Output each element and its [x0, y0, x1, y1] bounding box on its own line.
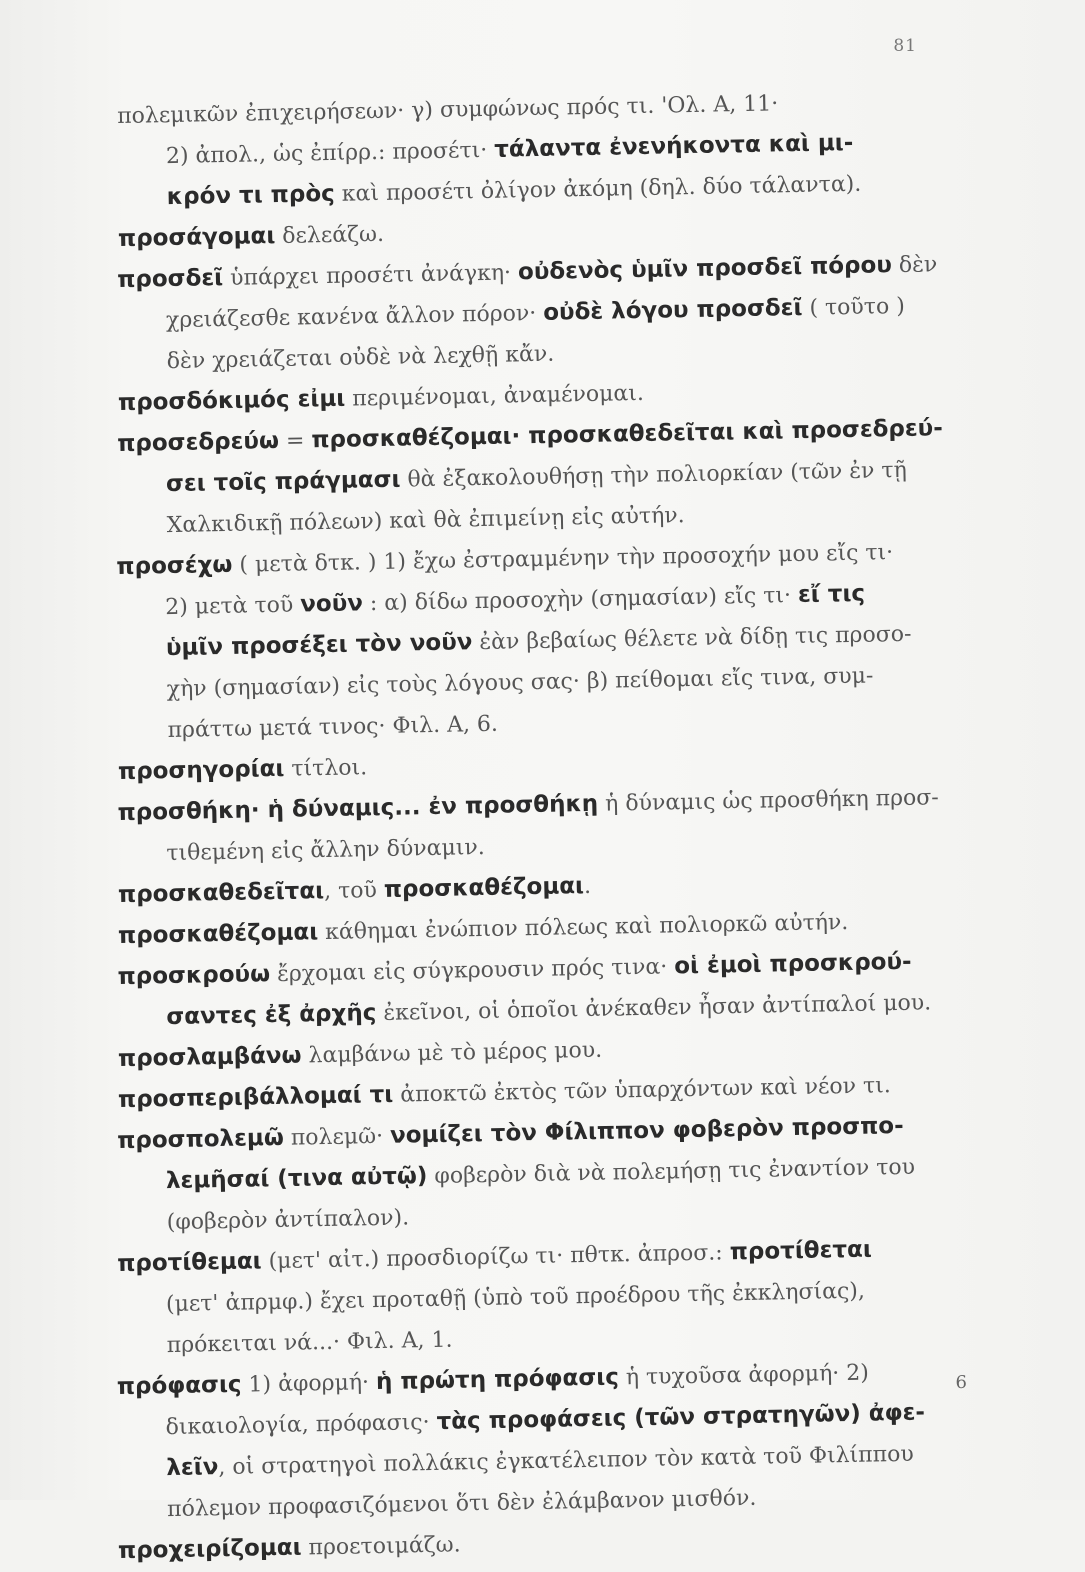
dictionary-entry — [117, 1105, 961, 1244]
quoted-phrase: οἱ ἐμοὶ προσκρού- — [673, 948, 912, 980]
definition-text: πρόκειται νά...· Φιλ. Α, 1. — [166, 1327, 453, 1359]
definition-text: ( τοῦτο ) — [802, 293, 906, 321]
headword: προσδεῖ — [116, 264, 224, 294]
headword: προσπεριβάλλομαί τι — [117, 1081, 394, 1113]
definition-text: (φοβερὸν ἀντίπαλον). — [166, 1205, 410, 1236]
definition-text: ( μετὰ δτκ. ) 1) ἔχω ἐστραμμένην τὴν προσοχήν μου εἴς τι· — [232, 540, 894, 578]
definition-text: καὶ προσέτι ὀλίγον ἀκόμη (δηλ. δύο τάλαντα). — [334, 171, 862, 207]
quoted-phrase: ὑμῖν προσέξει τὸν νοῦν — [165, 629, 473, 662]
definition-text: πόλεμον προφασιζόμενοι ὅτι δὲν ἐλάμβανον μισθόν. — [166, 1485, 757, 1523]
headword: προσλαμβάνω — [117, 1042, 302, 1072]
headword: προχειρίζομαι — [117, 1534, 302, 1564]
quoted-phrase: προσκαθέζομαι — [383, 873, 585, 903]
headword: προσέχω — [116, 551, 233, 581]
quoted-phrase: κρόν τι πρὸς — [166, 180, 336, 211]
definition-text: δὲν χρειάζεται οὐδὲ νὰ λεχθῇ κἄν. — [166, 341, 555, 375]
definition-text: ἔρχομαι εἰς σύγκρουσιν πρός τινα· — [269, 954, 675, 988]
definition-text: ἡ δύναμις ὡς προσθήκη προσ- — [597, 785, 939, 817]
definition-text: = — [278, 428, 312, 454]
definition-text: 2) μετὰ τοῦ — [164, 592, 301, 621]
definition-text: πολεμῶ· — [283, 1123, 391, 1151]
headword: πρόφασις — [116, 1371, 242, 1401]
definition-text: ἡ τυχοῦσα ἀφορμή· 2) — [618, 1360, 870, 1391]
definition-text: Χαλκιδικῇ πόλεων) καὶ θὰ ἐπιμείνῃ εἰς αὐτήν. — [166, 503, 685, 539]
headword: προσκαθέζομαι — [117, 919, 319, 949]
dictionary-entry — [116, 531, 962, 752]
headword: προσκαθεδεῖται — [117, 878, 325, 908]
definition-text: , οἱ στρατηγοὶ πολλάκις ἐγκατέλειπον τὸν κατὰ τοῦ Φιλίππου — [218, 1441, 914, 1481]
headword: προσκρούω — [117, 961, 271, 991]
signature-mark: 6 — [955, 1372, 967, 1393]
dictionary-entry — [117, 408, 961, 547]
definition-text: (μετ' ἀπρμφ.) ἔχει προταθῇ (ὑπὸ τοῦ προέδρου τῆς ἐκκλησίας), — [165, 1278, 866, 1318]
definition-text: χὴν (σημασίαν) εἰς τοὺς λόγους σας· β) πείθομαι εἴς τινα, συμ- — [166, 663, 874, 703]
glossary-entries — [116, 91, 960, 1572]
dictionary-entry — [117, 244, 961, 383]
quoted-phrase: σει τοῖς πράγμασι — [165, 466, 401, 498]
definition-text: ἐὰν βεβαίως θέλετε νὰ δίδῃ τις προσο- — [472, 621, 912, 656]
definition-text: κάθημαι ἐνώπιον πόλεως καὶ πολιορκῶ αὐτήν. — [317, 909, 849, 946]
quoted-phrase: νομίζει τὸν Φίλιππον φοβερὸν προσπο- — [389, 1112, 904, 1149]
quoted-phrase: σαντες ἐξ ἀρχῆς — [166, 1000, 377, 1031]
page-number: 81 — [893, 36, 917, 56]
definition-text: δελεάζω. — [275, 221, 385, 249]
definition-text: προετοιμάζω. — [301, 1532, 461, 1561]
definition-text: δὲν — [891, 252, 938, 279]
quoted-phrase: εἴ τις — [797, 580, 866, 608]
definition-text: : α) δίδω προσοχὴν (σημασίαν) εἴς τι· — [362, 582, 799, 617]
quoted-phrase: οὐδὲ λόγου προσδεῖ — [542, 294, 803, 326]
definition-text: ἀποκτῶ ἐκτὸς τῶν ὑπαρχόντων καὶ νέον τι. — [393, 1073, 892, 1108]
definition-text: περιμένομαι, ἀναμένομαι. — [345, 380, 645, 412]
definition-text: λαμβάνω μὲ τὸ μέρος μου. — [301, 1037, 603, 1069]
headword: προσθήκη· ἡ δύναμις... ἐν προσθήκῃ — [117, 790, 599, 827]
definition-text: δικαιολογία, πρόφασις· — [165, 1409, 437, 1441]
quoted-phrase: τάλαντα ἐνενήκοντα καὶ μι- — [493, 129, 854, 163]
quoted-phrase: ἡ πρώτη πρόφασις — [375, 1364, 620, 1396]
dictionary-entry — [117, 1228, 961, 1367]
definition-text: (μετ' αἰτ.) προσδιορίζω τι· πθτκ. ἀπροσ.: — [261, 1240, 730, 1275]
definition-text: χρειάζεσθε κανένα ἄλλον πόρον· — [165, 300, 544, 334]
headword: προσάγομαι — [117, 222, 276, 252]
definition-text: τίτλοι. — [284, 755, 368, 782]
dictionary-entry — [117, 80, 961, 219]
headword: προσπολεμῶ — [116, 1124, 285, 1155]
definition-text: ὑπάρχει προσέτι ἀνάγκη· — [222, 260, 519, 291]
definition-text: φοβερὸν διὰ νὰ πολεμήσῃ τις ἐναντίον του — [427, 1154, 916, 1190]
definition-text: 2) ἀπολ., ὡς ἐπίρρ.: προσέτι· — [165, 137, 495, 170]
definition-text: τιθεμένη εἰς ἄλλην δύναμιν. — [166, 834, 486, 867]
headword: προσδόκιμός εἰμι — [117, 385, 346, 416]
definition-text: 1) ἀφορμή· — [241, 1370, 377, 1398]
definition-text: , τοῦ — [323, 877, 385, 905]
definition-text: πράττω μετά τινος· Φιλ. Α, 6. — [167, 711, 499, 744]
headword: προσηγορίαι — [117, 755, 285, 785]
definition-text: πολεμικῶν ἐπιχειρήσεων· γ) συμφώνως πρός τι. 'Ολ. Α, 11· — [116, 91, 779, 130]
quoted-phrase: νοῦν — [299, 590, 364, 618]
quoted-phrase: λεμῆσαί (τινα αὐτῷ) — [165, 1163, 428, 1195]
dictionary-entry — [116, 1351, 961, 1531]
quoted-phrase: τὰς προφάσεις (τῶν στρατηγῶν) ἀφε- — [436, 1399, 926, 1435]
quoted-phrase: οὐδενὸς ὑμῖν προσδεῖ πόρου — [517, 252, 893, 286]
definition-text: θὰ ἐξακολουθήσῃ τὴν πολιορκίαν (τῶν ἐν τῇ — [400, 457, 908, 493]
quoted-phrase: λεῖν — [166, 1454, 219, 1482]
headword: προσεδρεύω — [116, 427, 280, 458]
quoted-phrase: προσκαθέζομαι· προσκαθεδεῖται καὶ προσεδρεύ- — [311, 415, 944, 454]
quoted-phrase: προτίθεται — [729, 1236, 873, 1266]
headword: προτίθεμαι — [116, 1248, 262, 1278]
definition-text: . — [583, 873, 592, 900]
definition-text: ἐκεῖνοι, οἱ ὁποῖοι ἀνέκαθεν ἦσαν ἀντίπαλοί μου. — [376, 990, 932, 1027]
